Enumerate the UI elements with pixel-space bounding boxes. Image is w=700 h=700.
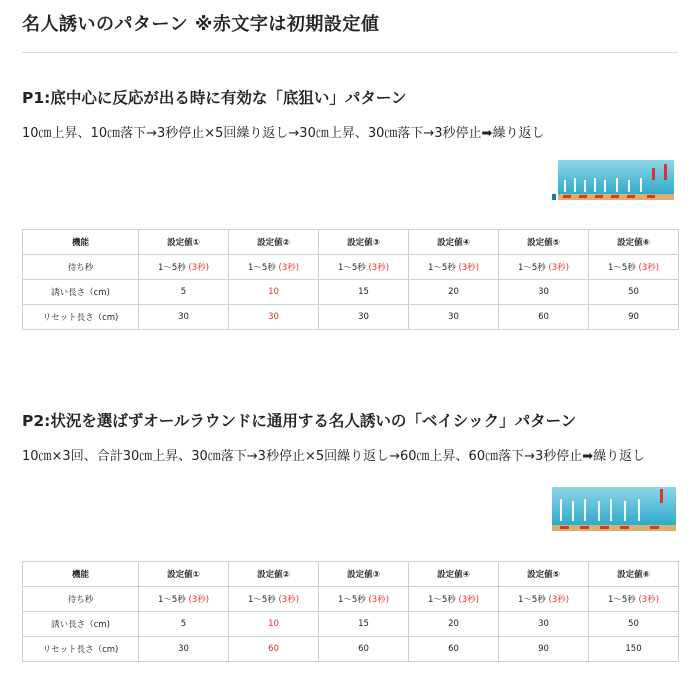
table-cell: 20 <box>409 612 499 637</box>
table-cell: 50 <box>589 612 679 637</box>
cell-value: 1～5秒 <box>517 595 546 605</box>
section-description-p2: 10㎝×3回、合計30㎝上昇、30㎝落下→3秒停止×5回繰り返し→60㎝上昇、60㎝落下→3秒停止➡繰り返し <box>22 449 646 464</box>
header-cell: 設定値① <box>139 562 229 587</box>
table-cell: 150 <box>589 637 679 662</box>
cell-value: 1～5秒 <box>157 595 186 605</box>
table-cell <box>409 587 499 612</box>
table-cell <box>139 587 229 612</box>
table-row <box>23 255 679 280</box>
default-value: (3秒) <box>548 595 570 605</box>
table-cell: 60 <box>499 305 589 330</box>
section-title-p2: P2:状況を選ばずオールラウンドに通用する名人誘いの「ベイシック」パターン <box>22 412 577 430</box>
table-cell: 15 <box>319 280 409 305</box>
table-row <box>23 637 679 662</box>
settings-table-p2 <box>22 561 679 662</box>
table-cell: 15 <box>319 612 409 637</box>
table-cell <box>589 587 679 612</box>
table-cell: 5 <box>139 280 229 305</box>
default-value: (3秒) <box>638 263 660 273</box>
table-cell <box>499 587 589 612</box>
default-value: (3秒) <box>368 595 390 605</box>
title-divider <box>22 52 678 53</box>
cell-value: 1～5秒 <box>337 263 366 273</box>
table-cell <box>319 587 409 612</box>
table-cell <box>499 255 589 280</box>
table-cell <box>409 255 499 280</box>
cell-value: 1～5秒 <box>517 263 546 273</box>
table-cell: 30 <box>499 280 589 305</box>
default-value: (3秒) <box>368 263 390 273</box>
row-label: 誘い長さ（cm) <box>23 280 139 305</box>
table-cell: 30 <box>229 305 319 330</box>
default-value: (3秒) <box>548 263 570 273</box>
settings-table-p1 <box>22 229 679 330</box>
header-cell: 設定値① <box>139 230 229 255</box>
header-cell: 設定値② <box>229 230 319 255</box>
default-value: (3秒) <box>188 263 210 273</box>
section-description-p1: 10㎝上昇、10㎝落下→3秒停止×5回繰り返し→30㎝上昇、30㎝落下→3秒停止➡繰り返し <box>22 126 545 141</box>
default-value: (3秒) <box>638 595 660 605</box>
section-title-p1: P1:底中心に反応が出る時に有効な「底狙い」パターン <box>22 89 407 107</box>
header-cell: 設定値④ <box>409 230 499 255</box>
table-cell: 30 <box>409 305 499 330</box>
table-cell: 60 <box>319 637 409 662</box>
row-label: 誘い長さ（cm) <box>23 612 139 637</box>
page-title: 名人誘いのパターン ※赤文字は初期設定値 <box>22 14 380 35</box>
header-cell: 設定値⑥ <box>589 562 679 587</box>
table-header-row <box>23 562 679 587</box>
header-cell: 設定値⑥ <box>589 230 679 255</box>
cell-value: 1～5秒 <box>157 263 186 273</box>
row-label: リセット長さ（cm) <box>23 637 139 662</box>
table-cell: 30 <box>499 612 589 637</box>
table-cell: 10 <box>229 612 319 637</box>
table-row <box>23 305 679 330</box>
cell-value: 1～5秒 <box>337 595 366 605</box>
header-cell: 設定値④ <box>409 562 499 587</box>
row-label: リセット長さ（cm) <box>23 305 139 330</box>
header-cell: 設定値② <box>229 562 319 587</box>
table-row <box>23 280 679 305</box>
cell-value: 1～5秒 <box>607 595 636 605</box>
table-header-row <box>23 230 679 255</box>
table-cell <box>139 255 229 280</box>
table-cell: 50 <box>589 280 679 305</box>
cell-value: 1～5秒 <box>427 595 456 605</box>
table-row <box>23 612 679 637</box>
default-value: (3秒) <box>188 595 210 605</box>
table-cell: 60 <box>229 637 319 662</box>
header-cell: 設定値③ <box>319 230 409 255</box>
row-label: 待ち秒 <box>23 587 139 612</box>
table-cell: 30 <box>319 305 409 330</box>
table-cell: 10 <box>229 280 319 305</box>
cell-value: 1～5秒 <box>247 263 276 273</box>
table-row <box>23 587 679 612</box>
table-cell: 30 <box>139 637 229 662</box>
pattern-diagram-icon <box>552 485 678 533</box>
table-cell <box>229 587 319 612</box>
pattern-diagram-icon <box>552 158 678 202</box>
table-cell: 30 <box>139 305 229 330</box>
header-cell: 設定値⑤ <box>499 230 589 255</box>
table-cell <box>229 255 319 280</box>
table-cell: 60 <box>409 637 499 662</box>
row-label: 待ち秒 <box>23 255 139 280</box>
header-cell: 機能 <box>23 230 139 255</box>
cell-value: 1～5秒 <box>427 263 456 273</box>
header-cell: 設定値③ <box>319 562 409 587</box>
table-cell: 90 <box>499 637 589 662</box>
header-cell: 機能 <box>23 562 139 587</box>
table-cell: 90 <box>589 305 679 330</box>
cell-value: 1～5秒 <box>607 263 636 273</box>
table-cell: 20 <box>409 280 499 305</box>
table-cell <box>319 255 409 280</box>
table-cell: 5 <box>139 612 229 637</box>
header-cell: 設定値⑤ <box>499 562 589 587</box>
table-cell <box>589 255 679 280</box>
default-value: (3秒) <box>458 263 480 273</box>
default-value: (3秒) <box>458 595 480 605</box>
cell-value: 1～5秒 <box>247 595 276 605</box>
default-value: (3秒) <box>278 595 300 605</box>
default-value: (3秒) <box>278 263 300 273</box>
